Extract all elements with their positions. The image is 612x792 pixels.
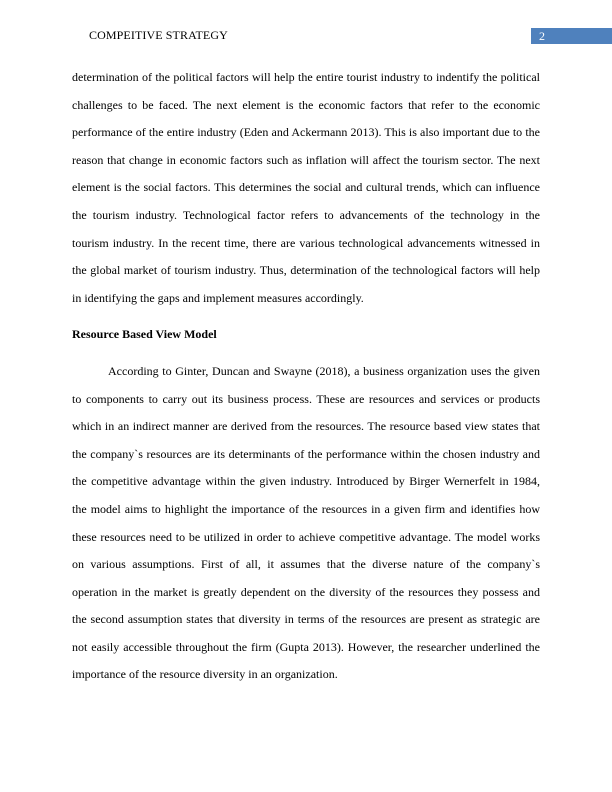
page-number: 2 (531, 28, 612, 44)
running-head: COMPEITIVE STRATEGY (89, 28, 228, 42)
paragraph-rbv: According to Ginter, Duncan and Swayne (2018), a business organization uses the given to components to carry out its business process. These are resources and services or products which in an indirect manner are derived from the resources. The resource based view states that the company`s resources are its determinants of the performance within the chosen industry and the competitive advantage within the given industry. Introduced by Birger Wernerfelt in 1984, the model aims to highlight the importance of the resources in a given firm and identifies how these resources need to be utilized in order to achieve competitive advantage. The model works on various assumptions. First of all, it assumes that the diverse nature of the company`s operation in the market is greatly dependent on the diversity of the resources they possess and the second assumption states that diversity in terms of the resources are present as strategic are not easily accessible throughout the firm (Gupta 2013). However, the researcher underlined the importance of the resource diversity in an organization. (72, 363, 540, 682)
paragraph-pestle-continued: determination of the political factors will help the entire tourist industry to indentify the political challenges to be faced. The next element is the economic factors that refer to the economic performance of the entire industry (Eden and Ackermann 2013). This is also important due to the reason that change in economic factors such as inflation will affect the tourism sector. The next element is the social factors. This determines the social and cultural trends, which can influence the tourism industry. Technological factor refers to advancements of the technology in the tourism industry. In the recent time, there are various technological advancements witnessed in the global market of tourism industry. Thus, determination of the technological factors will help in identifying the gaps and implement measures accordingly. (72, 70, 540, 305)
section-heading: Resource Based View Model (72, 327, 217, 342)
document-body (72, 64, 540, 689)
